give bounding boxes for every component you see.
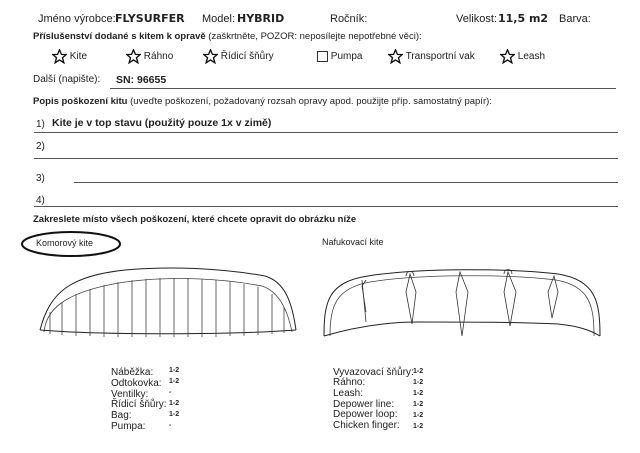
- inflatable-part-label: Depower line:: [333, 399, 395, 410]
- accessories-note: (zaškrtněte, POZOR: neposílejte nepotřebné věci):: [208, 31, 422, 42]
- damage-note: (uveďte poškození, požadovaný rozsah opravy apod. použijte příp. samostatný papír):: [130, 96, 492, 107]
- inflatable-part-label: Ráhno:: [333, 377, 366, 388]
- checkbox[interactable]: [317, 51, 328, 62]
- option-rahno[interactable]: Ráhno: [126, 49, 173, 64]
- other-label: Další (napište):: [33, 74, 101, 85]
- foil-part-label: Pumpa:: [111, 421, 146, 432]
- option-pumpa[interactable]: Pumpa: [317, 51, 362, 62]
- foil-part-value[interactable]: 1-2: [169, 400, 180, 407]
- inflatable-part-label: Depower loop:: [333, 409, 398, 420]
- accessories-heading-row: [33, 31, 422, 42]
- inflatable-part-value[interactable]: 1-2: [413, 423, 424, 430]
- hand-drawn-ellipse: [20, 230, 122, 260]
- maker-label: Jméno výrobce:: [38, 13, 116, 25]
- line-number: 4): [36, 195, 45, 206]
- option-leash[interactable]: Leash: [500, 49, 545, 64]
- damage-line[interactable]: [74, 182, 618, 183]
- inflatable-kite-diagram[interactable]: [318, 262, 608, 344]
- foil-part-value[interactable]: -: [169, 389, 172, 396]
- foil-part-label: Náběžka:: [111, 367, 154, 378]
- star-icon: [126, 49, 141, 64]
- inflatable-part-label: Chicken finger:: [333, 420, 400, 431]
- line-number: 2): [36, 141, 45, 152]
- option-transportni-vak[interactable]: Transportní vak: [388, 49, 475, 64]
- damage-line[interactable]: [34, 132, 618, 133]
- maker-value[interactable]: FLYSURFER: [115, 12, 185, 25]
- foil-kite-label: Komorový kite: [36, 238, 94, 248]
- damage-heading: Popis poškození kitu: [33, 96, 128, 107]
- other-value[interactable]: SN: 96655: [116, 74, 167, 86]
- drawing-heading: Zakreslete místo všech poškození, které chcete opravit do obrázku níže: [33, 214, 357, 225]
- foil-part-label: Ventilky:: [111, 389, 149, 400]
- inflatable-part-value[interactable]: 1-2: [413, 390, 424, 397]
- foil-part-label: Odtokovka:: [111, 378, 162, 389]
- accessories-heading: Příslušenství dodané s kitem k opravě: [33, 31, 206, 42]
- foil-part-value[interactable]: 1-2: [169, 367, 180, 374]
- foil-part-label: Řídicí šňůry:: [111, 399, 167, 410]
- star-icon: [52, 49, 67, 64]
- foil-kite-diagram[interactable]: [30, 262, 305, 342]
- damage-line[interactable]: [34, 206, 618, 207]
- inflatable-part-label: Leash:: [333, 388, 364, 399]
- size-label: Velikost:: [456, 13, 497, 25]
- model-label: Model:: [202, 13, 236, 25]
- foil-part-value[interactable]: 1-2: [169, 411, 180, 418]
- damage-line[interactable]: [34, 158, 618, 159]
- other-line: [110, 88, 616, 89]
- size-value[interactable]: 11,5 m2: [498, 12, 549, 25]
- year-label: Ročník:: [330, 13, 368, 25]
- line-number: 1): [36, 119, 45, 130]
- inflatable-kite-label: Nafukovací kite: [322, 237, 384, 247]
- foil-part-value[interactable]: 1-2: [169, 378, 180, 385]
- option-ridici-snury[interactable]: Řídicí šňůry: [203, 49, 274, 64]
- inflatable-part-value[interactable]: 1-2: [413, 368, 424, 375]
- damage-heading-row: [33, 96, 492, 107]
- foil-part-value[interactable]: -: [169, 422, 172, 429]
- line-number: 3): [36, 173, 45, 184]
- star-icon: [203, 49, 218, 64]
- inflatable-part-label: Vyvazovací šňůry:: [333, 367, 414, 378]
- star-icon: [388, 49, 403, 64]
- option-kite[interactable]: Kite: [52, 49, 87, 64]
- foil-part-label: Bag:: [111, 410, 132, 421]
- color-label: Barva:: [559, 13, 591, 25]
- inflatable-part-value[interactable]: 1-2: [413, 401, 424, 408]
- inflatable-part-value[interactable]: 1-2: [413, 412, 424, 419]
- inflatable-part-value[interactable]: 1-2: [413, 379, 424, 386]
- star-icon: [500, 49, 515, 64]
- damage-line-text[interactable]: Kite je v top stavu (použitý pouze 1x v zimě): [52, 117, 272, 129]
- model-value[interactable]: HYBRID: [237, 12, 285, 25]
